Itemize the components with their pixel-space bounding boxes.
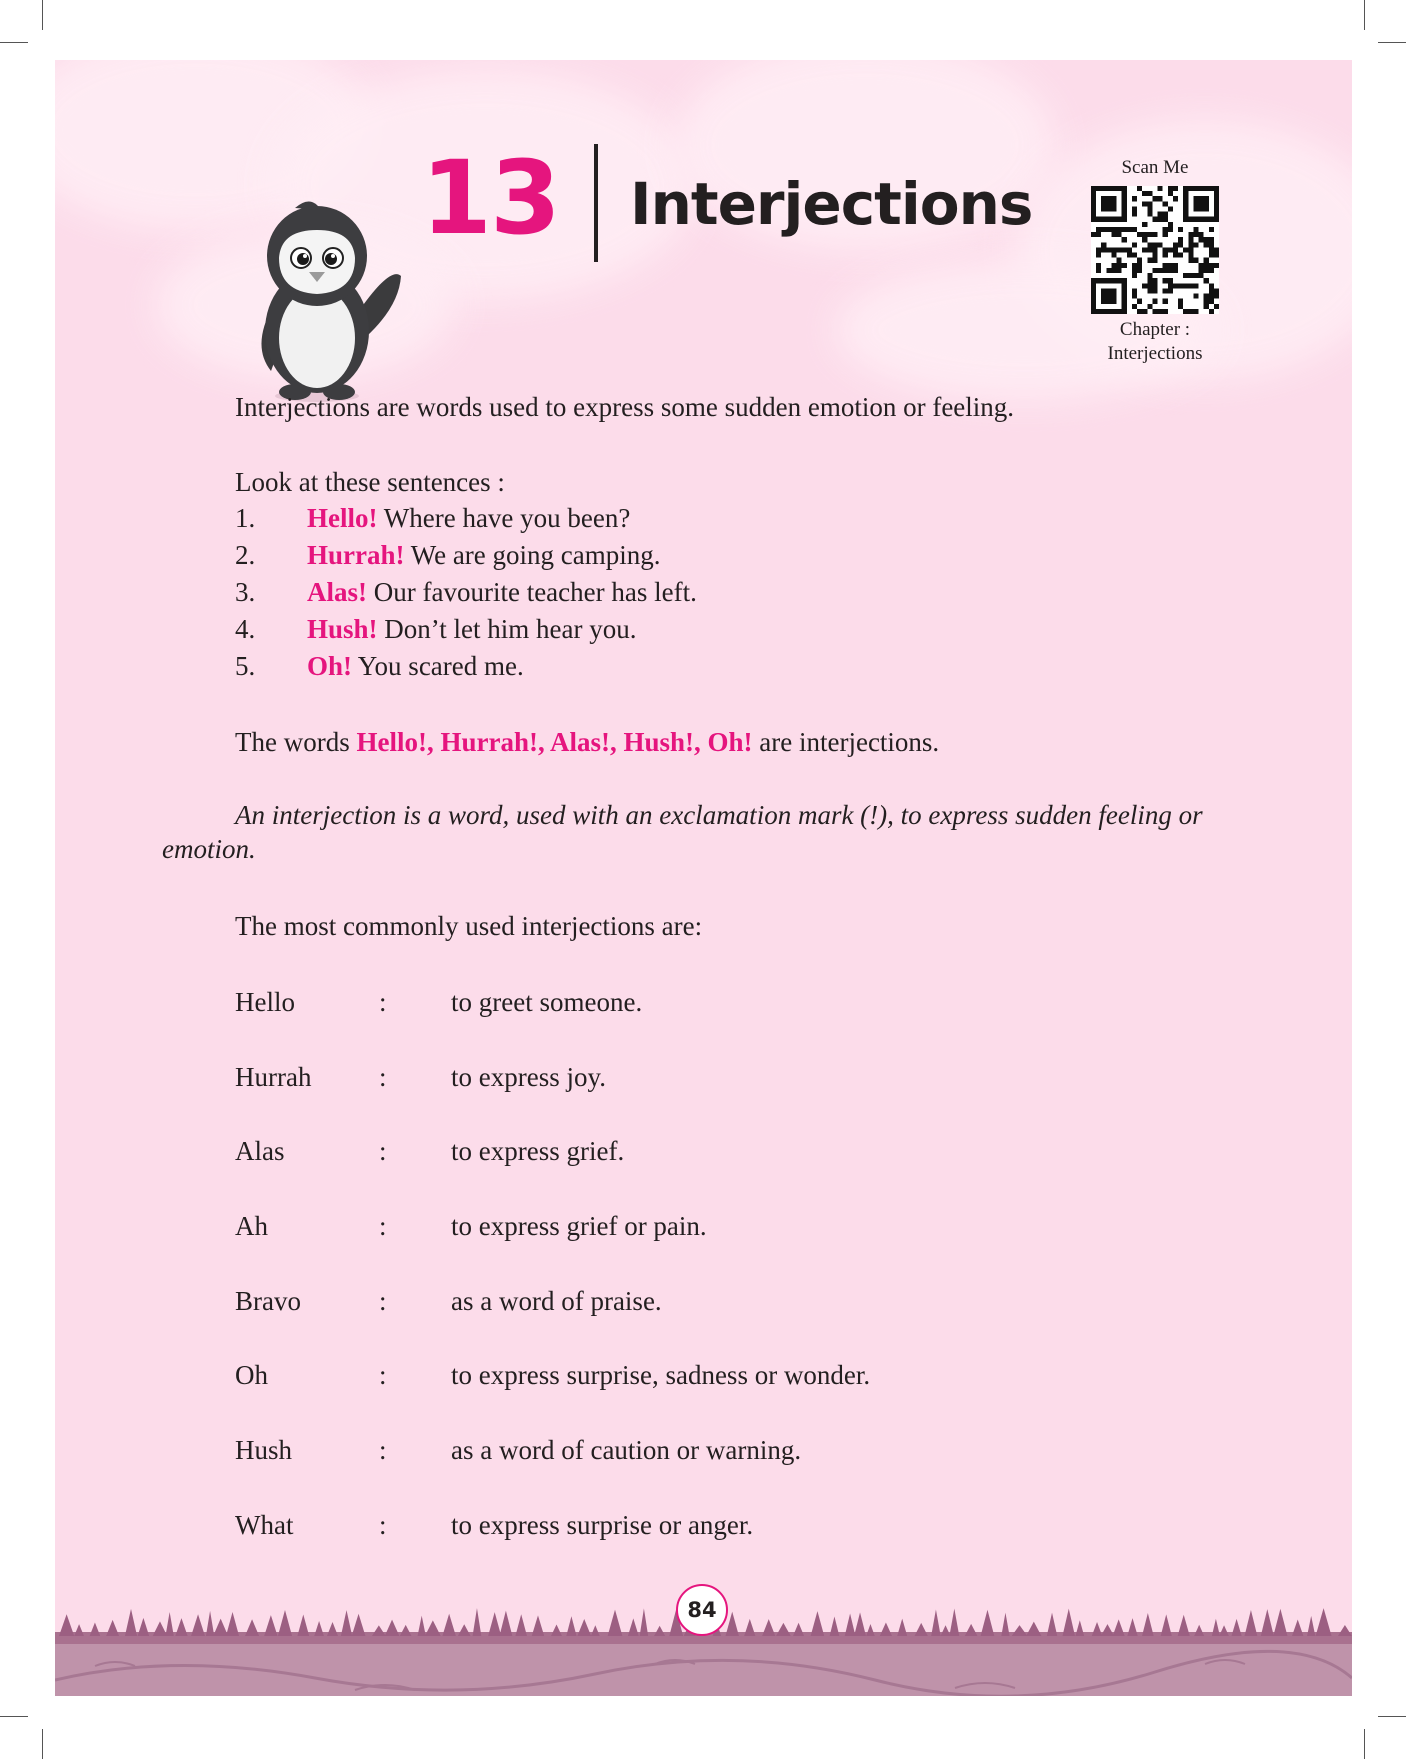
sentence-text: Where have you been?: [377, 503, 631, 533]
words-line: [235, 725, 939, 760]
words-suffix: are interjections.: [752, 727, 940, 757]
crop-mark: [1364, 0, 1365, 30]
sentence-text: You scared me.: [352, 651, 524, 681]
look-label: Look at these sentences :: [235, 467, 505, 497]
separator: :: [379, 1136, 387, 1166]
definition-line-2: emotion.: [162, 834, 256, 864]
qr-code-icon[interactable]: [1091, 186, 1219, 314]
crop-mark: [0, 1716, 28, 1717]
qr-label-top: Scan Me: [1121, 157, 1189, 178]
crop-mark: [0, 42, 28, 43]
interjection-meaning: to greet someone.: [451, 987, 643, 1017]
interjection-word: Alas!: [307, 577, 367, 607]
intro-text: Interjections are words used to express some sudden emotion or feeling.: [235, 392, 1015, 422]
interjection-term: Hello: [235, 987, 295, 1017]
words-highlight: Hello!, Hurrah!, Alas!, Hush!, Oh!: [356, 727, 753, 757]
interjection-meaning: to express surprise, sadness or wonder.: [451, 1360, 871, 1390]
separator: :: [379, 1286, 387, 1316]
separator: :: [379, 987, 387, 1017]
crop-mark: [1378, 42, 1406, 43]
crop-mark: [42, 1729, 43, 1759]
list-number: 3.: [235, 577, 256, 607]
separator: :: [379, 1211, 387, 1241]
list-number: 5.: [235, 651, 256, 681]
separator: :: [379, 1360, 387, 1390]
separator: :: [379, 1062, 387, 1092]
interjection-meaning: to express surprise or anger.: [451, 1510, 754, 1540]
chapter-number: 13: [421, 139, 559, 258]
separator: :: [379, 1435, 387, 1465]
interjection-word: Hurrah!: [307, 540, 405, 570]
interjection-word: Hush!: [307, 614, 378, 644]
interjection-term: Ah: [235, 1211, 268, 1241]
list-number: 2.: [235, 540, 256, 570]
penguin-icon: [251, 196, 401, 406]
list-number: 4.: [235, 614, 256, 644]
qr-label-line2: Interjections: [1107, 342, 1203, 364]
sentence-text: Don’t let him hear you.: [377, 614, 637, 644]
crop-mark: [42, 0, 43, 30]
definition-line-1: An interjection is a word, used with an exclamation mark (!), to express sudden feeling or: [235, 800, 1203, 830]
interjection-word: Hello!: [307, 503, 378, 533]
words-prefix: The words: [235, 727, 357, 757]
interjection-meaning: to express grief.: [451, 1136, 625, 1166]
interjection-term: Bravo: [235, 1286, 301, 1316]
interjection-meaning: as a word of praise.: [451, 1286, 662, 1316]
separator: :: [379, 1510, 387, 1540]
page-number: 84: [676, 1584, 728, 1636]
qr-block: [1080, 156, 1230, 365]
chapter-title: Interjections: [630, 170, 1033, 238]
book-page: [55, 60, 1352, 1696]
interjection-term: Alas: [235, 1136, 285, 1166]
interjection-meaning: as a word of caution or warning.: [451, 1435, 802, 1465]
title-divider: [594, 144, 598, 262]
list-number: 1.: [235, 503, 256, 533]
interjection-meaning: to express grief or pain.: [451, 1211, 707, 1241]
interjection-term: Hurrah: [235, 1062, 312, 1092]
interjection-term: What: [235, 1510, 294, 1540]
crop-mark: [1378, 1716, 1406, 1717]
interjection-term: Hush: [235, 1435, 293, 1465]
sentence-text: We are going camping.: [404, 540, 661, 570]
interjection-word: Oh!: [307, 651, 353, 681]
common-label: The most commonly used interjections are:: [235, 911, 703, 941]
interjection-meaning: to express joy.: [451, 1062, 606, 1092]
crop-mark: [1364, 1729, 1365, 1759]
qr-label-line1: Chapter :: [1119, 318, 1191, 340]
sentence-text: Our favourite teacher has left.: [367, 577, 697, 607]
interjection-term: Oh: [235, 1360, 268, 1390]
